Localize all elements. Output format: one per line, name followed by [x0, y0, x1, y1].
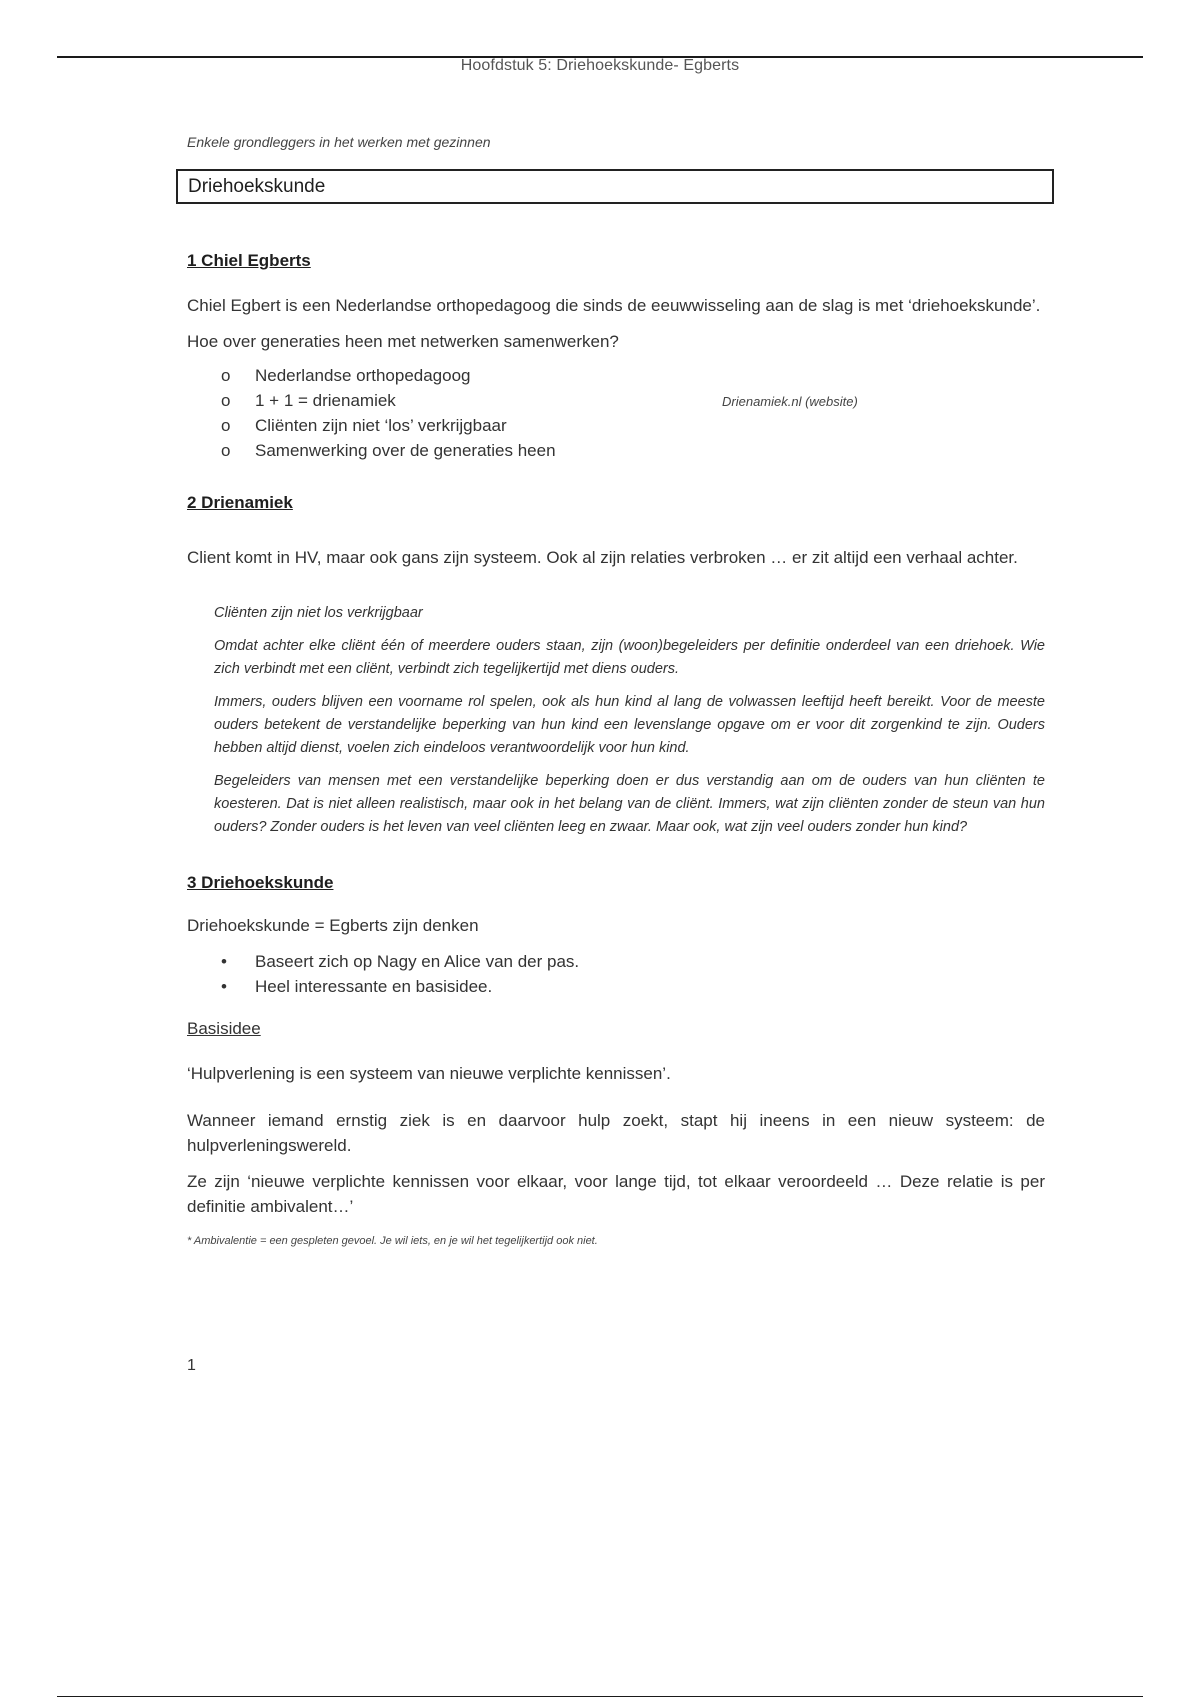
page-content: [187, 134, 1045, 1375]
list-item: [187, 438, 1045, 463]
list-item-text: 1 + 1 = drienamiek: [255, 391, 396, 410]
quote-block: [214, 602, 1045, 839]
section1-paragraph-intro: Chiel Egbert is een Nederlandse orthopedagoog die sinds de eeuwwisseling aan de slag is met ‘driehoekskunde’.: [187, 296, 1041, 315]
section3-quote-line: ‘Hulpverlening is een systeem van nieuwe verplichte kennissen’.: [187, 1064, 671, 1083]
section-heading-driehoekskunde: 3 Driehoekskunde: [187, 873, 334, 892]
list-item-text: Heel interessante en basisidee.: [255, 977, 493, 996]
quote-title: Cliënten zijn niet los verkrijgbaar: [214, 605, 423, 621]
section1-list: [187, 363, 1045, 463]
list-item-text: Nederlandse orthopedagoog: [255, 366, 471, 385]
section3-paragraph-ambivalent: Ze zijn ‘nieuwe verplichte kennissen voor elkaar, voor lange tijd, tot elkaar veroordeeld … Deze relatie is per definitie ambivalent…’: [187, 1172, 1045, 1216]
section3-list: [187, 949, 1045, 999]
subheading-basisidee: Basisidee: [187, 1019, 261, 1038]
list-marker: o: [221, 416, 231, 435]
section-heading-drienamiek: 2 Drienamiek: [187, 493, 293, 512]
document-subtitle: Enkele grondleggers in het werken met gezinnen: [187, 134, 491, 150]
section-heading-chiel-egberts: 1 Chiel Egberts: [187, 251, 311, 270]
footnote-ambivalentie: * Ambivalentie = een gespleten gevoel. Je wil iets, en je wil het tegelijkertijd ook niet.: [187, 1235, 598, 1247]
quote-paragraph: Begeleiders van mensen met een verstandelijke beperking doen er dus verstandig aan om de ouders van hun cliënten te koesteren. Dat is niet alleen realistisch, maar ook in het belang van de cliënt. Immers, wat zijn cliënten zonder de steun van hun ouders? Zonder ouders is het leven van veel cliënten leeg en zwaar. Maar ook, wat zijn veel ouders zonder hun kind?: [214, 773, 1045, 835]
quote-paragraph: Omdat achter elke cliënt één of meerdere ouders staan, zijn (woon)begeleiders per definitie onderdeel van een driehoek. Wie zich verbindt met een cliënt, verbindt zich tegelijkertijd met diens ouders.: [214, 638, 1045, 677]
chapter-title-box: Driehoekskunde: [176, 169, 1054, 204]
list-item: [187, 363, 1045, 388]
list-item: [187, 949, 1045, 974]
list-item: [187, 388, 1045, 413]
list-item: [187, 974, 1045, 999]
section1-paragraph-question: Hoe over generaties heen met netwerken samenwerken?: [187, 332, 619, 351]
quote-paragraph: Immers, ouders blijven een voorname rol spelen, ook als hun kind al lang de volwassen leeftijd heeft bereikt. Voor de meeste ouders betekent de verstandelijke beperking van hun kind een levenslange opgave om er voor dit zorgenkind te zijn. Ouders hebben altijd dienst, voelen zich eindeloos verantwoordelijk voor hun kind.: [214, 694, 1045, 756]
section3-paragraph-definition: Driehoekskunde = Egberts zijn denken: [187, 916, 479, 935]
bullet-marker: •: [221, 977, 227, 996]
section2-paragraph: Client komt in HV, maar ook gans zijn systeem. Ook al zijn relaties verbroken … er zit altijd een verhaal achter.: [187, 548, 1018, 567]
running-header: Hoofdstuk 5: Driehoekskunde- Egberts: [460, 57, 740, 74]
page-number: 1: [187, 1357, 196, 1374]
section3-paragraph-hulpverlening: Wanneer iemand ernstig ziek is en daarvoor hulp zoekt, stapt hij ineens in een nieuw systeem: de hulpverleningswereld.: [187, 1111, 1045, 1155]
list-marker: o: [221, 441, 231, 460]
list-item-text: Baseert zich op Nagy en Alice van der pas.: [255, 952, 580, 971]
list-marker: o: [221, 391, 231, 410]
list-item-text: Samenwerking over de generaties heen: [255, 441, 556, 460]
website-side-note: Drienamiek.nl (website): [722, 394, 858, 409]
list-marker: o: [221, 366, 231, 385]
list-item-text: Cliënten zijn niet ‘los’ verkrijgbaar: [255, 416, 507, 435]
footer-rule: [57, 1696, 1143, 1697]
bullet-marker: •: [221, 952, 227, 971]
list-item: [187, 413, 1045, 438]
